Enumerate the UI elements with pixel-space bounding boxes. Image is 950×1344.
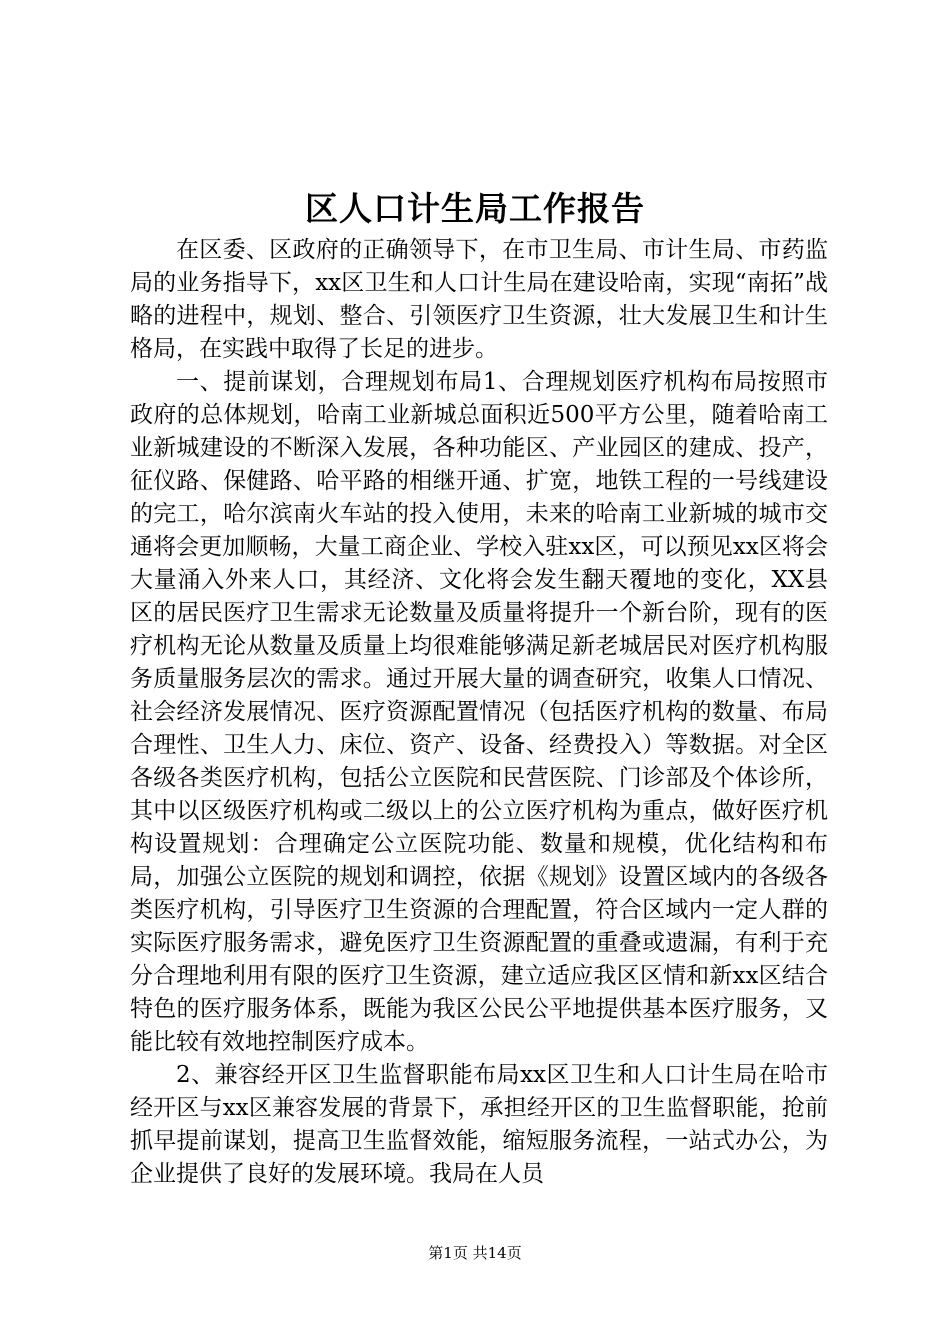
paragraph-section-two: 2、兼容经开区卫生监督职能布局xx区卫生和人口计生局在哈市经开区与xx区兼容发展的背景下，承担经开区的卫生监督职能，抢前抓早提前谋划，提高卫生监督效能，缩短服务流程，一站式办公，为企业提供了良好的发展环境。我局在人员: [130, 1062, 828, 1187]
page-footer: 第1页 共14页: [428, 1244, 522, 1262]
paragraph-intro: 在区委、区政府的正确领导下，在市卫生局、市计生局、市药监局的业务指导下，xx区卫生和人口计生局在建设哈南，实现“南拓”战略的进程中，规划、整合、引领医疗卫生资源，壮大发展卫生和计生格局，在实践中取得了长足的进步。: [130, 237, 828, 362]
document-body: [130, 234, 828, 1191]
document-title: 区人口计生局工作报告: [305, 189, 645, 228]
paragraph-section-one: 一、提前谋划，合理规划布局1、合理规划医疗机构布局按照市政府的总体规划，哈南工业新城总面积近500平方公里，随着哈南工业新城建设的不断深入发展，各种功能区、产业园区的建成、投产，征仪路、保健路、哈平路的相继开通、扩宽，地铁工程的一号线建设的完工，哈尔滨南火车站的投入使用，未来的哈南工业新城的城市交通将会更加顺畅，大量工商企业、学校入驻xx区，可以预见xx区将会大量涌入外来人口，其经济、文化将会发生翻天覆地的变化，XX县区的居民医疗卫生需求无论数量及质量将提升一个新台阶，现有的医疗机构无论从数量及质量上均很难能够满足新老城居民对医疗机构服务质量服务层次的需求。通过开展大量的调查研究，收集人口情况、社会经济发展情况、医疗资源配置情况（包括医疗机构的数量、布局合理性、卫生人力、床位、资产、设备、经费投入）等数据。对全区各级各类医疗机构，包括公立医院和民营医院、门诊部及个体诊所，其中以区级医疗机构或二级以上的公立医疗机构为重点，做好医疗机构设置规划：合理确定公立医院功能、数量和规模，优化结构和布局，加强公立医院的规划和调控，依据《规划》设置区域内的各级各类医疗机构，引导医疗卫生资源的合理配置，符合区域内一定人群的实际医疗服务需求，避免医疗卫生资源配置的重叠或遗漏，有利于充分合理地利用有限的医疗卫生资源，建立适应我区区情和新xx区结合特色的医疗服务体系，既能为我区公民公平地提供基本医疗服务，又能比较有效地控制医疗成本。: [130, 369, 828, 1055]
